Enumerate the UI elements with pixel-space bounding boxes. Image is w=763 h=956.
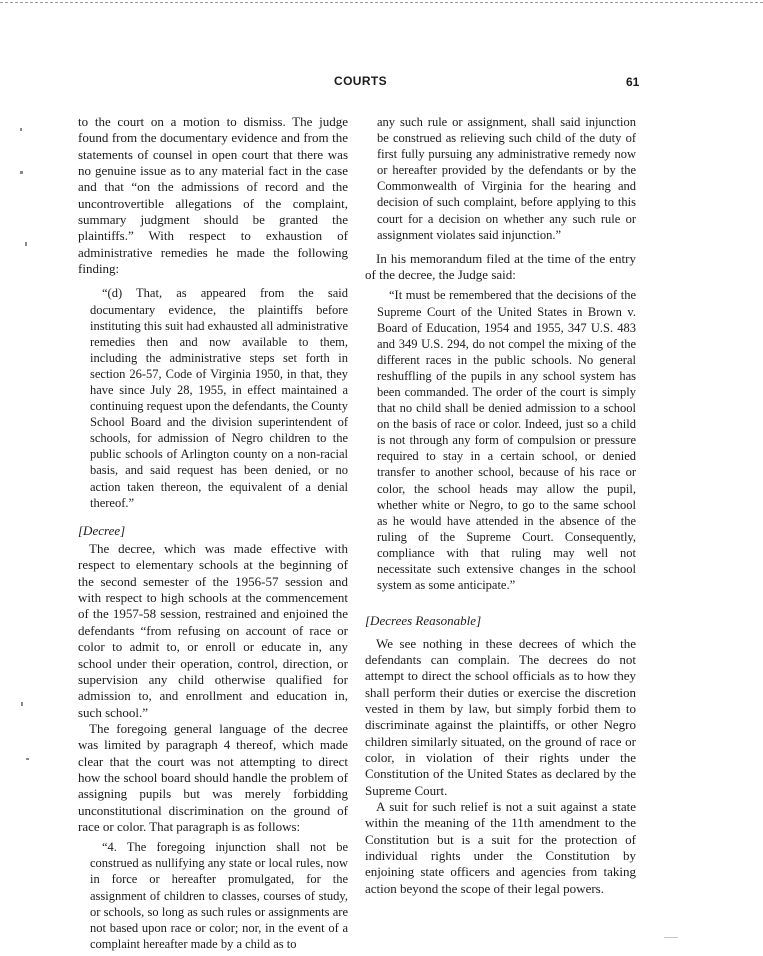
paragraph: We see nothing in these decrees of which the defendants can complain. The decrees do not attempt to direct the school officials as to how they shall perform their duties or exercise the discretion vested in them by law, but simply forbid them to discriminate against the plaintiffs, or other Negro children similarly situated, on the ground of race or color, in violation of their rights under the Constitution of the United States as declared by the Supreme Court. [365, 635, 636, 798]
quote-text: “It must be remembered that the decisions of the Supreme Court of the United States in Brown v. Board of Education, 1954 and 1955, 347 U.S. 483 and 349 U.S. 294, do not compel the mixing of the different races in the public schools. No general reshuffling of the pupils in any school system has been commanded. The order of the court is simply that no child shall be denied admission to a school on the basis of race or color. Indeed, just so a child is not through any form of compulsion or pressure required to stay in a certain school, or denied transfer to another school, because of his race or color, the school heads may allow the pupil, whether white or Negro, to go to the same school as he would have attended in the absence of the ruling of the Supreme Court. Consequently, compliance with that ruling may well not necessitate such extensive changes in the school system as some anticipate.” [377, 288, 636, 593]
block-quote [90, 285, 348, 510]
page-number: 61 [626, 75, 640, 89]
running-head: COURTS [334, 74, 388, 88]
margin-speck [26, 758, 29, 760]
margin-speck [25, 242, 27, 246]
section-heading: [Decree] [78, 522, 126, 538]
margin-speck [20, 171, 23, 174]
right-column [365, 114, 636, 897]
paragraph: The foregoing general language of the decree was limited by paragraph 4 thereof, which made clear that the court was not attempting to direct how the school board should handle the problem of assigning pupils but was merely forbidding unconstitutional discrimination on the ground of race or color. That paragraph is as follows: [78, 720, 348, 834]
left-column [78, 114, 348, 956]
margin-speck [21, 702, 23, 706]
paragraph: to the court on a motion to dismiss. The judge found from the documentary evidence and from the statements of counsel in open court that there was no genuine issue as to any material fact in the case and that “on the admissions of record and the uncontrovertible allegations of the complaint, summary judgment should be granted the plaintiffs.” With respect to exhaustion of administrative remedies he made the following finding: [78, 114, 348, 277]
quote-text: any such rule or assignment, shall said injunction be construed as relieving such child of the duty of first fully pursuing any administrative remedy now or hereafter provided by the defendants or by the Commonwealth of Virginia for the hearing and decision of such complaint, before applying to this court for a decision on whether any such rule or assignment violates said injunction.” [377, 115, 636, 242]
paragraph: A suit for such relief is not a suit against a state within the meaning of the 11th amendment to the Constitution but is a suit for the protection of individual rights under the Constitution by enjoining state officers and agencies from taking action beyond the scope of their legal powers. [365, 799, 636, 896]
block-quote [90, 839, 348, 952]
paragraph: The decree, which was made effective with respect to elementary schools at the beginning of the second semester of the 1956-57 session and with respect to high schools at the commencement of the 1957-58 session, restrained and enjoined the defendants “from refusing on account of race or color to admit to, or enroll or educate in, any school under their operation, control, direction, or supervision any child otherwise qualified for admission to, and enrollment and education in, such school.” [78, 541, 348, 720]
margin-speck [664, 937, 678, 938]
quote-text: “(d) That, as appeared from the said documentary evidence, the plaintiffs before instituting this suit had exhausted all administrative remedies then and now available to them, including the administrative steps set forth in section 26-57, Code of Virginia 1950, in that, they have since July 28, 1955, in effect maintained a continuing request upon the defendants, the County School Board and the division superintendent of schools, for admission of Negro children to the public schools of Arlington county on a non-racial basis, and said request has been denied, or no action taken thereon, the equivalent of a denial thereof.” [90, 286, 348, 510]
block-quote [377, 287, 636, 593]
margin-speck [20, 128, 22, 131]
block-quote-continued [377, 114, 636, 243]
section-heading: [Decrees Reasonable] [365, 613, 482, 629]
page-top-edge [0, 2, 763, 3]
quote-text: “4. The foregoing injunction shall not be construed as nullifying any state or local rules, now in force or hereafter promulgated, for the assignment of children to classes, courses of study, or schools, so long as such rules or assignments are not based upon race or color; nor, in the event of a complaint hereafter made by a child as to [90, 840, 348, 951]
paragraph: In his memorandum filed at the time of the entry of the decree, the Judge said: [365, 250, 636, 283]
